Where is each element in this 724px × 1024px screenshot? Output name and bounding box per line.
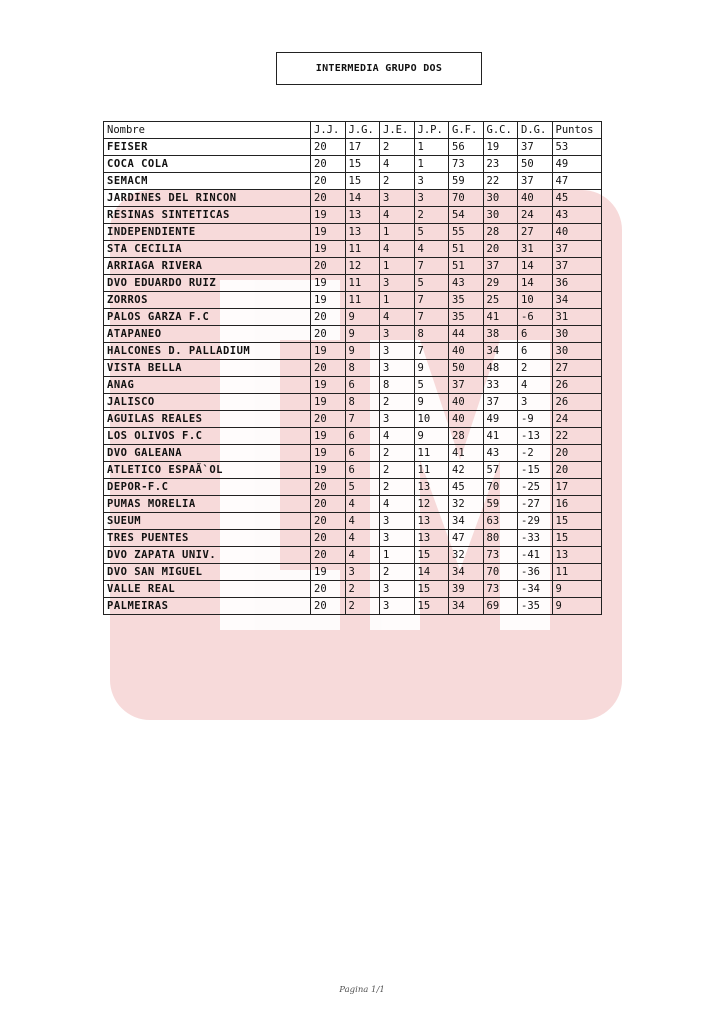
gf-cell: 43	[449, 275, 484, 292]
table-row	[104, 309, 602, 326]
jp-cell: 10	[414, 411, 449, 428]
team-name-cell: ZORROS	[104, 292, 311, 309]
team-name-cell: PALOS GARZA F.C	[104, 309, 311, 326]
gc-cell: 70	[483, 479, 518, 496]
je-cell: 2	[380, 564, 415, 581]
jj-cell: 19	[311, 564, 346, 581]
puntos-cell: 11	[552, 564, 601, 581]
je-cell: 4	[380, 496, 415, 513]
gc-cell: 57	[483, 462, 518, 479]
jp-cell: 5	[414, 377, 449, 394]
jp-cell: 11	[414, 462, 449, 479]
je-cell: 8	[380, 377, 415, 394]
table-row	[104, 139, 602, 156]
gc-cell: 34	[483, 343, 518, 360]
table-row	[104, 173, 602, 190]
team-name-cell: LOS OLIVOS F.C	[104, 428, 311, 445]
dg-cell: 24	[518, 207, 553, 224]
dg-cell: 14	[518, 258, 553, 275]
jj-cell: 20	[311, 496, 346, 513]
je-cell: 2	[380, 479, 415, 496]
header-gc: G.C.	[483, 122, 518, 139]
puntos-cell: 16	[552, 496, 601, 513]
table-row	[104, 513, 602, 530]
gf-cell: 32	[449, 547, 484, 564]
jj-cell: 19	[311, 275, 346, 292]
table-row	[104, 156, 602, 173]
table-row	[104, 292, 602, 309]
jg-cell: 5	[345, 479, 380, 496]
gf-cell: 39	[449, 581, 484, 598]
jg-cell: 7	[345, 411, 380, 428]
gc-cell: 43	[483, 445, 518, 462]
je-cell: 3	[380, 411, 415, 428]
jj-cell: 20	[311, 360, 346, 377]
table-row	[104, 275, 602, 292]
gc-cell: 73	[483, 581, 518, 598]
dg-cell: 27	[518, 224, 553, 241]
jg-cell: 11	[345, 292, 380, 309]
gc-cell: 48	[483, 360, 518, 377]
gf-cell: 73	[449, 156, 484, 173]
jg-cell: 13	[345, 207, 380, 224]
puntos-cell: 30	[552, 343, 601, 360]
jg-cell: 9	[345, 309, 380, 326]
gc-cell: 37	[483, 394, 518, 411]
gf-cell: 70	[449, 190, 484, 207]
jg-cell: 13	[345, 224, 380, 241]
puntos-cell: 26	[552, 377, 601, 394]
jj-cell: 20	[311, 156, 346, 173]
dg-cell: -35	[518, 598, 553, 615]
team-name-cell: DEPOR-F.C	[104, 479, 311, 496]
header-nombre: Nombre	[104, 122, 311, 139]
gc-cell: 69	[483, 598, 518, 615]
jj-cell: 20	[311, 547, 346, 564]
gf-cell: 41	[449, 445, 484, 462]
jg-cell: 9	[345, 343, 380, 360]
je-cell: 4	[380, 309, 415, 326]
jg-cell: 4	[345, 530, 380, 547]
gf-cell: 56	[449, 139, 484, 156]
table-row	[104, 224, 602, 241]
jp-cell: 9	[414, 360, 449, 377]
dg-cell: 37	[518, 173, 553, 190]
jj-cell: 20	[311, 309, 346, 326]
page-footer: Pagina 1/1	[339, 985, 385, 995]
gf-cell: 35	[449, 309, 484, 326]
puntos-cell: 15	[552, 513, 601, 530]
je-cell: 3	[380, 581, 415, 598]
dg-cell: -9	[518, 411, 553, 428]
puntos-cell: 9	[552, 598, 601, 615]
dg-cell: 50	[518, 156, 553, 173]
gc-cell: 22	[483, 173, 518, 190]
dg-cell: 2	[518, 360, 553, 377]
dg-cell: 6	[518, 343, 553, 360]
puntos-cell: 24	[552, 411, 601, 428]
je-cell: 3	[380, 326, 415, 343]
je-cell: 3	[380, 513, 415, 530]
table-row	[104, 360, 602, 377]
team-name-cell: HALCONES D. PALLADIUM	[104, 343, 311, 360]
puntos-cell: 30	[552, 326, 601, 343]
dg-cell: 10	[518, 292, 553, 309]
gf-cell: 50	[449, 360, 484, 377]
jj-cell: 20	[311, 411, 346, 428]
gc-cell: 38	[483, 326, 518, 343]
jp-cell: 7	[414, 292, 449, 309]
gf-cell: 34	[449, 598, 484, 615]
je-cell: 2	[380, 139, 415, 156]
team-name-cell: JARDINES DEL RINCON	[104, 190, 311, 207]
je-cell: 2	[380, 394, 415, 411]
jp-cell: 2	[414, 207, 449, 224]
table-row	[104, 462, 602, 479]
team-name-cell: AGUILAS REALES	[104, 411, 311, 428]
je-cell: 1	[380, 292, 415, 309]
jp-cell: 13	[414, 530, 449, 547]
je-cell: 1	[380, 258, 415, 275]
gf-cell: 45	[449, 479, 484, 496]
gc-cell: 41	[483, 309, 518, 326]
puntos-cell: 47	[552, 173, 601, 190]
header-je: J.E.	[380, 122, 415, 139]
table-row	[104, 258, 602, 275]
jg-cell: 11	[345, 241, 380, 258]
jg-cell: 8	[345, 360, 380, 377]
je-cell: 4	[380, 428, 415, 445]
table-row	[104, 581, 602, 598]
je-cell: 3	[380, 190, 415, 207]
dg-cell: -2	[518, 445, 553, 462]
dg-cell: -33	[518, 530, 553, 547]
gf-cell: 34	[449, 513, 484, 530]
je-cell: 2	[380, 445, 415, 462]
puntos-cell: 13	[552, 547, 601, 564]
report-title: INTERMEDIA GRUPO DOS	[276, 52, 482, 85]
jp-cell: 5	[414, 224, 449, 241]
dg-cell: -13	[518, 428, 553, 445]
table-body	[104, 139, 602, 615]
jj-cell: 20	[311, 258, 346, 275]
team-name-cell: DVO ZAPATA UNIV.	[104, 547, 311, 564]
jp-cell: 12	[414, 496, 449, 513]
puntos-cell: 20	[552, 462, 601, 479]
header-jj: J.J.	[311, 122, 346, 139]
table-row	[104, 394, 602, 411]
team-name-cell: DVO SAN MIGUEL	[104, 564, 311, 581]
je-cell: 1	[380, 547, 415, 564]
jj-cell: 20	[311, 513, 346, 530]
table-row	[104, 190, 602, 207]
jp-cell: 4	[414, 241, 449, 258]
gc-cell: 37	[483, 258, 518, 275]
jp-cell: 15	[414, 581, 449, 598]
table-row	[104, 530, 602, 547]
dg-cell: -6	[518, 309, 553, 326]
gc-cell: 28	[483, 224, 518, 241]
jp-cell: 15	[414, 598, 449, 615]
jg-cell: 2	[345, 598, 380, 615]
puntos-cell: 20	[552, 445, 601, 462]
gf-cell: 51	[449, 258, 484, 275]
dg-cell: 40	[518, 190, 553, 207]
dg-cell: 14	[518, 275, 553, 292]
je-cell: 4	[380, 207, 415, 224]
table-row	[104, 377, 602, 394]
jj-cell: 19	[311, 224, 346, 241]
jg-cell: 2	[345, 581, 380, 598]
jj-cell: 19	[311, 462, 346, 479]
puntos-cell: 37	[552, 241, 601, 258]
header-jp: J.P.	[414, 122, 449, 139]
table-row	[104, 479, 602, 496]
header-dg: D.G.	[518, 122, 553, 139]
jp-cell: 7	[414, 258, 449, 275]
jp-cell: 1	[414, 139, 449, 156]
puntos-cell: 34	[552, 292, 601, 309]
jg-cell: 12	[345, 258, 380, 275]
jj-cell: 20	[311, 139, 346, 156]
jj-cell: 19	[311, 343, 346, 360]
jg-cell: 9	[345, 326, 380, 343]
je-cell: 2	[380, 462, 415, 479]
table-row	[104, 547, 602, 564]
jg-cell: 11	[345, 275, 380, 292]
standings-table	[103, 121, 602, 615]
team-name-cell: ATAPANEO	[104, 326, 311, 343]
je-cell: 3	[380, 275, 415, 292]
gc-cell: 19	[483, 139, 518, 156]
dg-cell: -29	[518, 513, 553, 530]
puntos-cell: 15	[552, 530, 601, 547]
team-name-cell: VALLE REAL	[104, 581, 311, 598]
table-row	[104, 496, 602, 513]
puntos-cell: 45	[552, 190, 601, 207]
gf-cell: 54	[449, 207, 484, 224]
je-cell: 4	[380, 156, 415, 173]
jp-cell: 13	[414, 479, 449, 496]
gf-cell: 40	[449, 343, 484, 360]
dg-cell: 6	[518, 326, 553, 343]
jj-cell: 20	[311, 530, 346, 547]
jg-cell: 14	[345, 190, 380, 207]
je-cell: 3	[380, 530, 415, 547]
dg-cell: -41	[518, 547, 553, 564]
header-jg: J.G.	[345, 122, 380, 139]
puntos-cell: 43	[552, 207, 601, 224]
gc-cell: 25	[483, 292, 518, 309]
jj-cell: 19	[311, 394, 346, 411]
jj-cell: 19	[311, 377, 346, 394]
gc-cell: 63	[483, 513, 518, 530]
puntos-cell: 37	[552, 258, 601, 275]
team-name-cell: ARRIAGA RIVERA	[104, 258, 311, 275]
puntos-cell: 53	[552, 139, 601, 156]
jg-cell: 6	[345, 428, 380, 445]
puntos-cell: 36	[552, 275, 601, 292]
team-name-cell: VISTA BELLA	[104, 360, 311, 377]
jj-cell: 20	[311, 190, 346, 207]
table-row	[104, 428, 602, 445]
je-cell: 3	[380, 360, 415, 377]
jj-cell: 19	[311, 428, 346, 445]
je-cell: 1	[380, 224, 415, 241]
jj-cell: 20	[311, 598, 346, 615]
puntos-cell: 26	[552, 394, 601, 411]
jj-cell: 19	[311, 241, 346, 258]
jg-cell: 6	[345, 462, 380, 479]
je-cell: 4	[380, 241, 415, 258]
jj-cell: 19	[311, 292, 346, 309]
team-name-cell: INDEPENDIENTE	[104, 224, 311, 241]
jp-cell: 9	[414, 428, 449, 445]
je-cell: 3	[380, 343, 415, 360]
dg-cell: -34	[518, 581, 553, 598]
team-name-cell: JALISCO	[104, 394, 311, 411]
team-name-cell: STA CECILIA	[104, 241, 311, 258]
team-name-cell: TRES PUENTES	[104, 530, 311, 547]
gf-cell: 59	[449, 173, 484, 190]
jg-cell: 15	[345, 156, 380, 173]
gc-cell: 29	[483, 275, 518, 292]
gf-cell: 47	[449, 530, 484, 547]
table-row	[104, 326, 602, 343]
gf-cell: 28	[449, 428, 484, 445]
jj-cell: 20	[311, 173, 346, 190]
table-row	[104, 564, 602, 581]
team-name-cell: ATLETICO ESPAÃ`OL	[104, 462, 311, 479]
dg-cell: -36	[518, 564, 553, 581]
jj-cell: 20	[311, 326, 346, 343]
jp-cell: 5	[414, 275, 449, 292]
gc-cell: 49	[483, 411, 518, 428]
gc-cell: 30	[483, 190, 518, 207]
gc-cell: 70	[483, 564, 518, 581]
jp-cell: 11	[414, 445, 449, 462]
jp-cell: 8	[414, 326, 449, 343]
dg-cell: -15	[518, 462, 553, 479]
gf-cell: 40	[449, 394, 484, 411]
team-name-cell: FEISER	[104, 139, 311, 156]
puntos-cell: 49	[552, 156, 601, 173]
gc-cell: 23	[483, 156, 518, 173]
dg-cell: 37	[518, 139, 553, 156]
jp-cell: 13	[414, 513, 449, 530]
gc-cell: 41	[483, 428, 518, 445]
table-row	[104, 445, 602, 462]
puntos-cell: 9	[552, 581, 601, 598]
puntos-cell: 22	[552, 428, 601, 445]
je-cell: 2	[380, 173, 415, 190]
gf-cell: 51	[449, 241, 484, 258]
jj-cell: 19	[311, 445, 346, 462]
gf-cell: 44	[449, 326, 484, 343]
gf-cell: 32	[449, 496, 484, 513]
jj-cell: 20	[311, 581, 346, 598]
jp-cell: 3	[414, 190, 449, 207]
jg-cell: 4	[345, 496, 380, 513]
gc-cell: 73	[483, 547, 518, 564]
header-gf: G.F.	[449, 122, 484, 139]
gf-cell: 42	[449, 462, 484, 479]
jp-cell: 1	[414, 156, 449, 173]
team-name-cell: PALMEIRAS	[104, 598, 311, 615]
table-row	[104, 343, 602, 360]
jg-cell: 8	[345, 394, 380, 411]
puntos-cell: 17	[552, 479, 601, 496]
team-name-cell: COCA COLA	[104, 156, 311, 173]
jg-cell: 4	[345, 513, 380, 530]
table-row	[104, 207, 602, 224]
gc-cell: 30	[483, 207, 518, 224]
dg-cell: -27	[518, 496, 553, 513]
jj-cell: 19	[311, 207, 346, 224]
jg-cell: 15	[345, 173, 380, 190]
gf-cell: 55	[449, 224, 484, 241]
team-name-cell: ANAG	[104, 377, 311, 394]
table-row	[104, 598, 602, 615]
jg-cell: 6	[345, 445, 380, 462]
je-cell: 3	[380, 598, 415, 615]
gf-cell: 40	[449, 411, 484, 428]
puntos-cell: 31	[552, 309, 601, 326]
jg-cell: 3	[345, 564, 380, 581]
table-row	[104, 411, 602, 428]
dg-cell: 4	[518, 377, 553, 394]
puntos-cell: 27	[552, 360, 601, 377]
dg-cell: 31	[518, 241, 553, 258]
gf-cell: 35	[449, 292, 484, 309]
puntos-cell: 40	[552, 224, 601, 241]
jp-cell: 7	[414, 343, 449, 360]
jg-cell: 17	[345, 139, 380, 156]
dg-cell: 3	[518, 394, 553, 411]
gf-cell: 37	[449, 377, 484, 394]
jp-cell: 14	[414, 564, 449, 581]
table-row	[104, 241, 602, 258]
jp-cell: 3	[414, 173, 449, 190]
gc-cell: 80	[483, 530, 518, 547]
gc-cell: 59	[483, 496, 518, 513]
jp-cell: 9	[414, 394, 449, 411]
jg-cell: 4	[345, 547, 380, 564]
table-header-row	[104, 122, 602, 139]
jg-cell: 6	[345, 377, 380, 394]
team-name-cell: DVO GALEANA	[104, 445, 311, 462]
team-name-cell: SEMACM	[104, 173, 311, 190]
jp-cell: 15	[414, 547, 449, 564]
jp-cell: 7	[414, 309, 449, 326]
team-name-cell: DVO EDUARDO RUIZ	[104, 275, 311, 292]
team-name-cell: PUMAS MORELIA	[104, 496, 311, 513]
gf-cell: 34	[449, 564, 484, 581]
team-name-cell: RESINAS SINTETICAS	[104, 207, 311, 224]
team-name-cell: SUEUM	[104, 513, 311, 530]
header-puntos: Puntos	[552, 122, 601, 139]
dg-cell: -25	[518, 479, 553, 496]
gc-cell: 33	[483, 377, 518, 394]
gc-cell: 20	[483, 241, 518, 258]
jj-cell: 20	[311, 479, 346, 496]
